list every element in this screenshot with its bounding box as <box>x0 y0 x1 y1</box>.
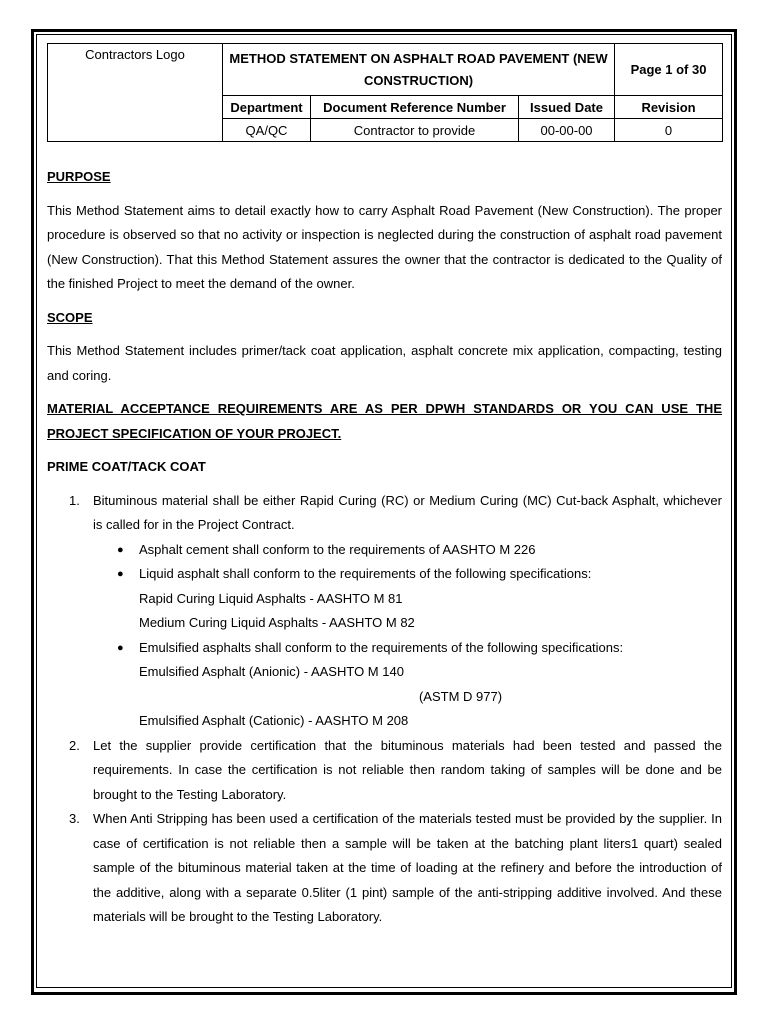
prime-coat-list <box>47 489 722 930</box>
bullet-item <box>93 636 722 734</box>
bullet-icon: ● <box>117 641 124 654</box>
bullet-list <box>93 538 722 734</box>
bullet-icon: ● <box>117 568 124 580</box>
spec-line: Emulsified Asphalt (Cationic) - AASHTO M 208 <box>139 713 409 728</box>
bullet-item <box>93 538 722 563</box>
list-item <box>47 489 722 734</box>
page-number: Page 1 of 30 <box>615 44 723 96</box>
list-item-number: 3. <box>69 811 80 826</box>
purpose-heading: PURPOSE <box>47 169 111 184</box>
contractor-logo-cell: Contractors Logo <box>48 44 223 142</box>
spec-line: Medium Curing Liquid Asphalts - AASHTO M 82 <box>139 615 415 630</box>
spec-line: Emulsified Asphalt (Anionic) - AASHTO M 140 <box>139 664 404 679</box>
list-item-number: 1. <box>69 492 80 508</box>
prime-coat-heading: PRIME COAT/TACK COAT <box>47 459 206 474</box>
department-value: QA/QC <box>223 119 311 142</box>
document-header-table <box>47 43 723 142</box>
bullet-text: Asphalt cement shall conform to the requirements of AASHTO M 226 <box>139 541 536 557</box>
spec-line: (ASTM D 977) <box>418 688 503 704</box>
document-title: METHOD STATEMENT ON ASPHALT ROAD PAVEMENT (NEW CONSTRUCTION) <box>223 44 615 96</box>
material-acceptance-heading: MATERIAL ACCEPTANCE REQUIREMENTS ARE AS PER DPWH STANDARDS OR YOU CAN USE THE PROJECT SPECIFICATION OF YOUR PROJECT. <box>47 401 722 441</box>
department-header: Department <box>223 96 311 119</box>
purpose-text: This Method Statement aims to detail exactly how to carry Asphalt Road Pavement (New Construction). The proper procedure is observed so that no activity or inspection is neglected during the construction of asphalt road pavement (New Construction). That this Method Statement assures the owner that the contractor is dedicated to the Quality of the finished Project to meet the demand of the owner. <box>47 202 722 291</box>
list-item-number: 2. <box>69 737 80 753</box>
issued-date-value: 00-00-00 <box>519 119 615 142</box>
bullet-item <box>93 562 722 636</box>
scope-text: This Method Statement includes primer/tack coat application, asphalt concrete mix application, compacting, testing and coring. <box>47 343 722 383</box>
spec-line: Rapid Curing Liquid Asphalts - AASHTO M 81 <box>139 590 403 606</box>
revision-value: 0 <box>615 119 723 142</box>
bullet-icon: ● <box>117 543 124 556</box>
list-item-text: Bituminous material shall be either Rapid Curing (RC) or Medium Curing (MC) Cut-back Asphalt, whichever is called for in the Project Contract. <box>93 492 722 532</box>
document-body <box>47 165 722 930</box>
doc-ref-header: Document Reference Number <box>311 96 519 119</box>
issued-date-header: Issued Date <box>519 96 615 119</box>
revision-header: Revision <box>615 96 723 119</box>
list-item <box>47 807 722 930</box>
list-item <box>47 734 722 808</box>
list-item-text: When Anti Stripping has been used a certification of the materials tested must be provided by the supplier. In case of certification is not reliable then a sample will be taken at the batching plant liters1 quart) sealed sample of the bituminous material taken at the time of loading at the refinery and before the introduction of the additive, along with a separate 0.5liter (1 pint) sample of the anti-stripping additive involved. And these materials will be brought to the Testing Laboratory. <box>93 811 722 924</box>
list-item-text: Let the supplier provide certification that the bituminous materials had been tested and passed the requirements. In case the certification is not reliable then random taking of samples will be done and be brought to the Testing Laboratory. <box>93 737 722 802</box>
scope-heading: SCOPE <box>47 309 93 325</box>
bullet-text: Emulsified asphalts shall conform to the requirements of the following specifications: <box>139 639 624 655</box>
doc-ref-value: Contractor to provide <box>311 119 519 142</box>
bullet-text: Liquid asphalt shall conform to the requirements of the following specifications: <box>139 566 592 581</box>
